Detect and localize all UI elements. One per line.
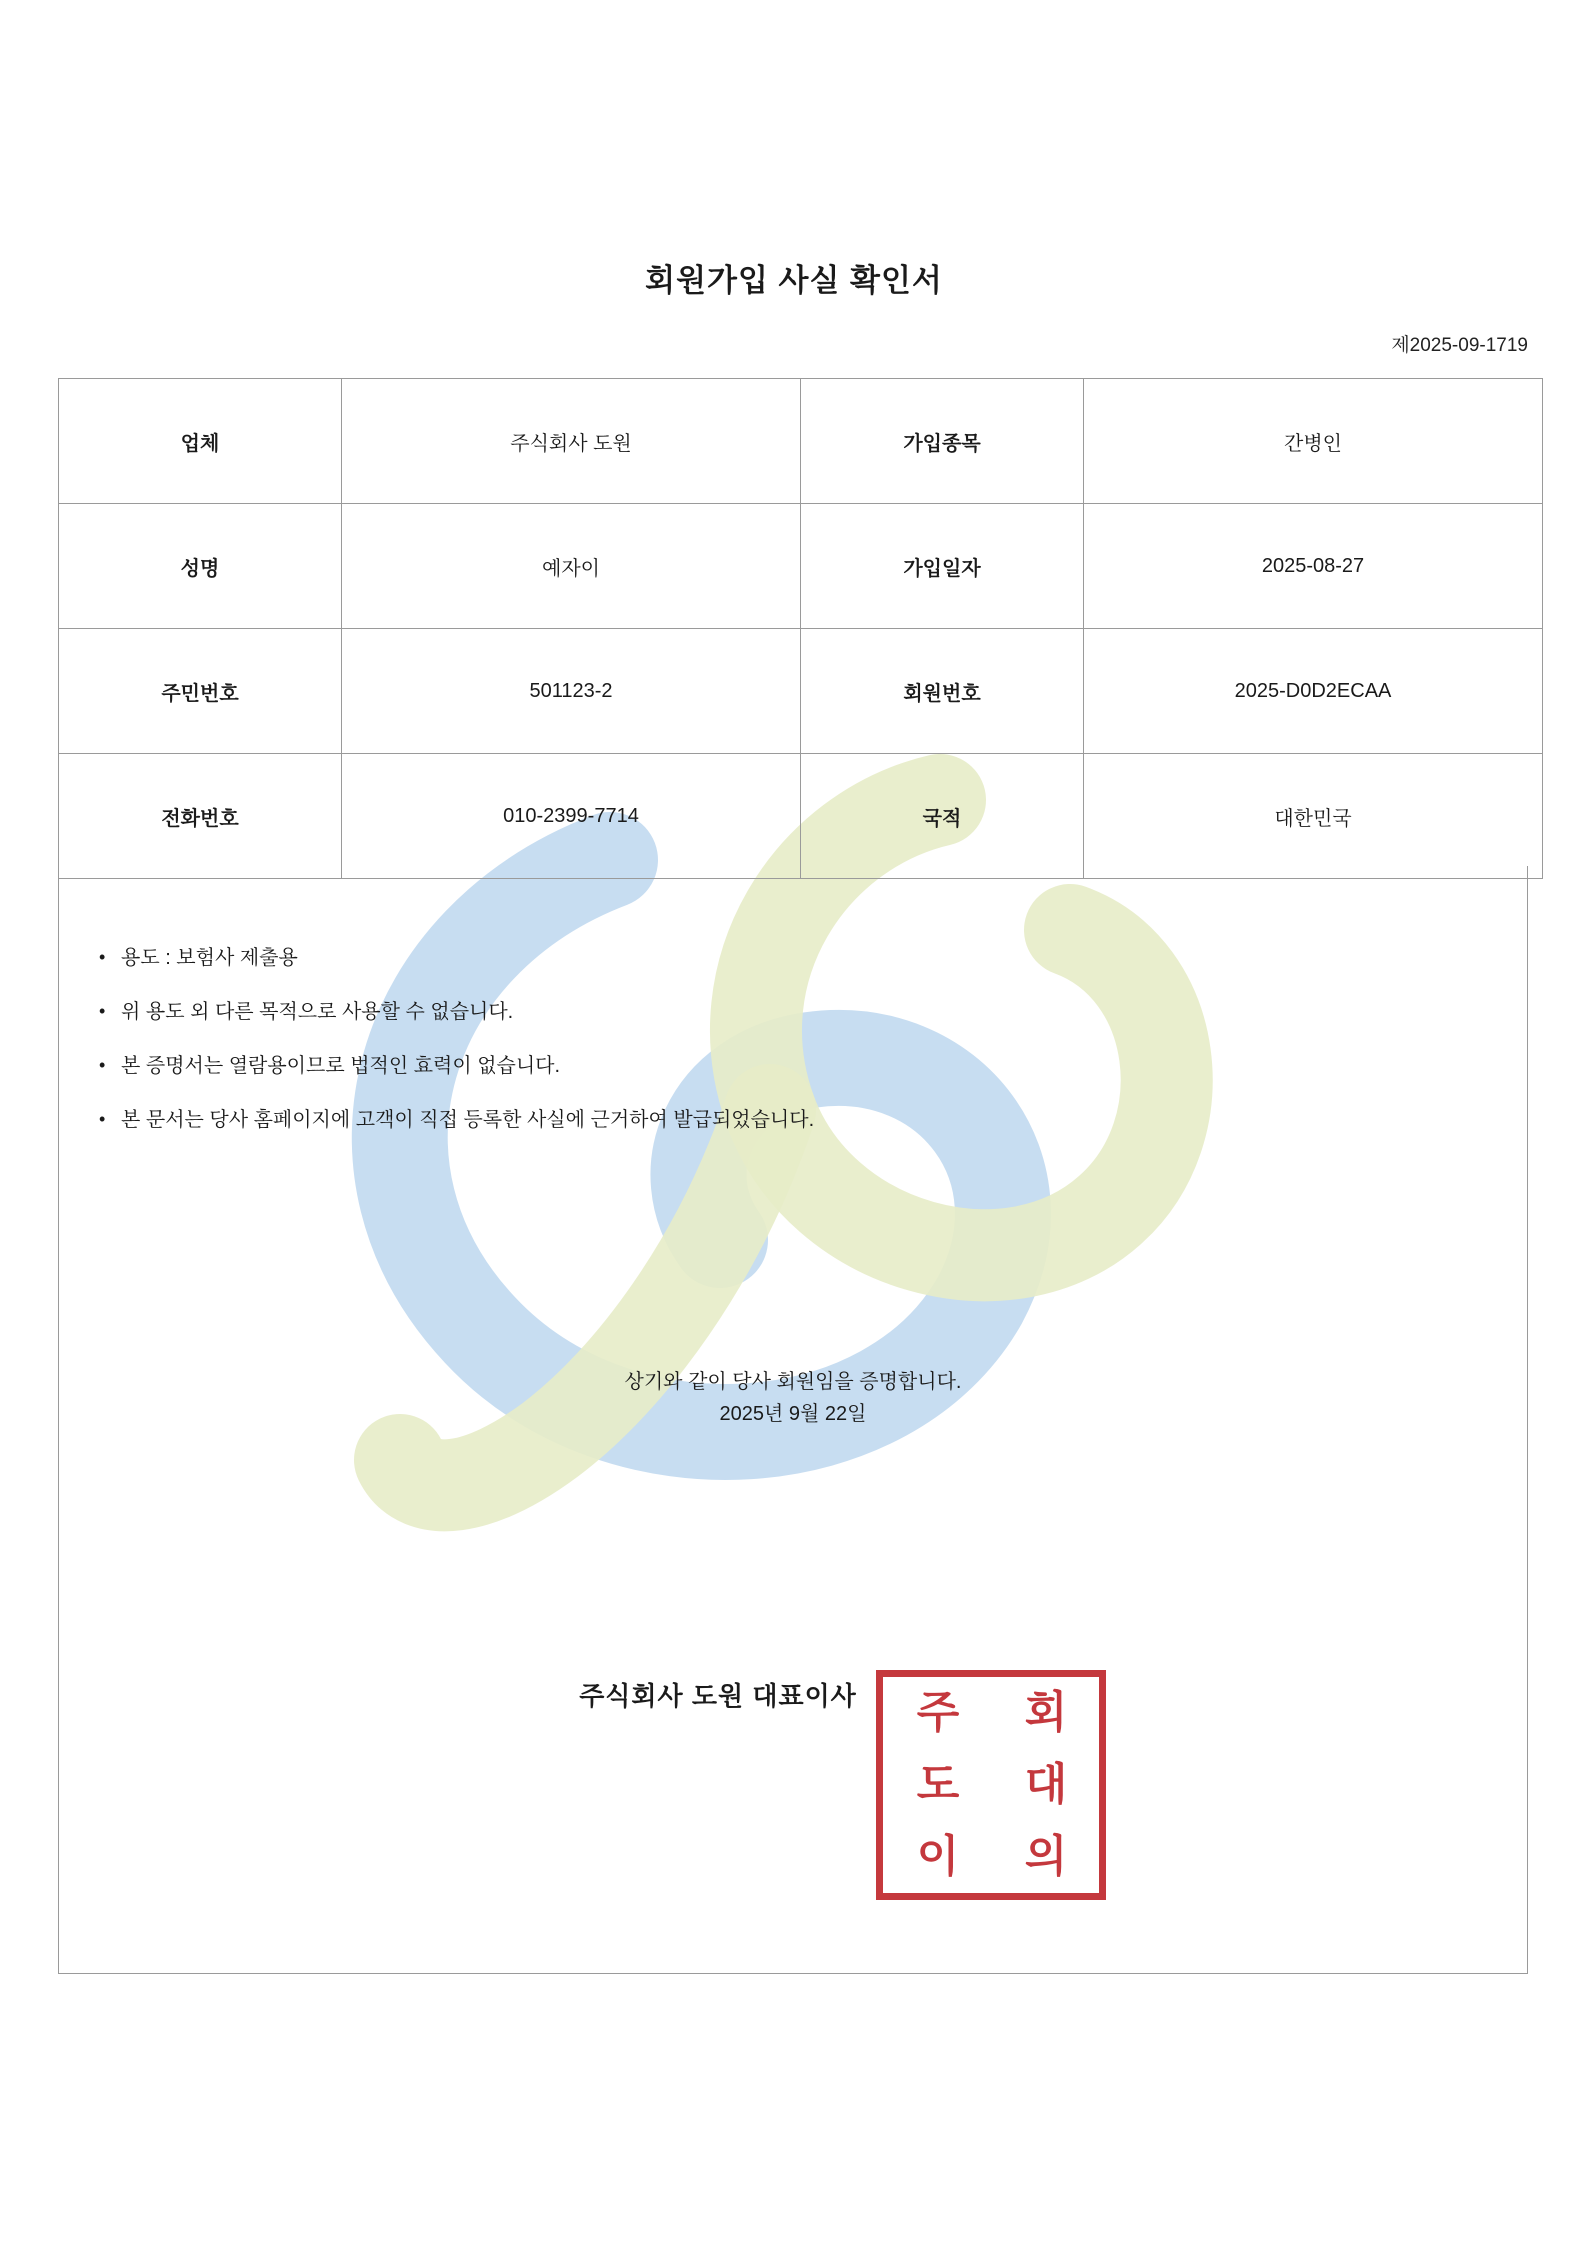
seal-char: 대 bbox=[1024, 1759, 1066, 1810]
document-number: 제2025-09-1719 bbox=[1391, 335, 1528, 356]
notes-list bbox=[99, 948, 814, 1164]
closing-statement: 상기와 같이 당사 회원임을 증명합니다. bbox=[624, 1371, 962, 1393]
seal-char: 주 bbox=[916, 1687, 958, 1738]
seal-char: 도 bbox=[916, 1759, 958, 1810]
row-value-phone: 010-2399-7714 bbox=[342, 754, 801, 879]
list-item: • 본 문서는 당사 홈페이지에 고객이 직접 등록한 사실에 근거하여 발급되었습니다. bbox=[99, 1110, 814, 1130]
table-row bbox=[59, 504, 1543, 629]
list-item: • 본 증명서는 열람용이므로 법적인 효력이 없습니다. bbox=[99, 1056, 814, 1076]
row-value-company: 주식회사 도원 bbox=[342, 379, 801, 504]
seal-char: 의 bbox=[1024, 1831, 1066, 1882]
row-value-join-type: 간병인 bbox=[1084, 379, 1543, 504]
page-title: 회원가입 사실 확인서 bbox=[645, 263, 943, 298]
seal-char: 회 bbox=[1024, 1687, 1066, 1738]
member-info-table bbox=[58, 378, 1543, 879]
row-label-resident-number: 주민번호 bbox=[59, 629, 342, 754]
row-value-member-number: 2025-D0D2ECAA bbox=[1084, 629, 1543, 754]
seal-char: 이 bbox=[916, 1831, 958, 1882]
row-label-name: 성명 bbox=[59, 504, 342, 629]
row-label-member-number: 회원번호 bbox=[801, 629, 1084, 754]
closing-date: 2025년 9월 22일 bbox=[719, 1403, 867, 1425]
row-label-phone: 전화번호 bbox=[59, 754, 342, 879]
row-value-name: 예자이 bbox=[342, 504, 801, 629]
row-label-company: 업체 bbox=[59, 379, 342, 504]
official-seal-stamp bbox=[876, 1670, 1106, 1900]
notes-panel bbox=[58, 866, 1528, 1974]
row-value-join-date: 2025-08-27 bbox=[1084, 504, 1543, 629]
table-row bbox=[59, 629, 1543, 754]
row-label-nationality: 국적 bbox=[801, 754, 1084, 879]
signature-text: 주식회사 도원 대표이사 bbox=[579, 1681, 857, 1711]
row-value-nationality: 대한민국 bbox=[1084, 754, 1543, 879]
list-item: • 위 용도 외 다른 목적으로 사용할 수 없습니다. bbox=[99, 1002, 814, 1022]
row-value-resident-number: 501123-2 bbox=[342, 629, 801, 754]
row-label-join-type: 가입종목 bbox=[801, 379, 1084, 504]
signature-block bbox=[59, 1676, 1527, 1713]
table-row bbox=[59, 379, 1543, 504]
table-row bbox=[59, 754, 1543, 879]
list-item: • 용도 : 보험사 제출용 bbox=[99, 948, 814, 968]
row-label-join-date: 가입일자 bbox=[801, 504, 1084, 629]
closing-block bbox=[59, 1366, 1527, 1430]
